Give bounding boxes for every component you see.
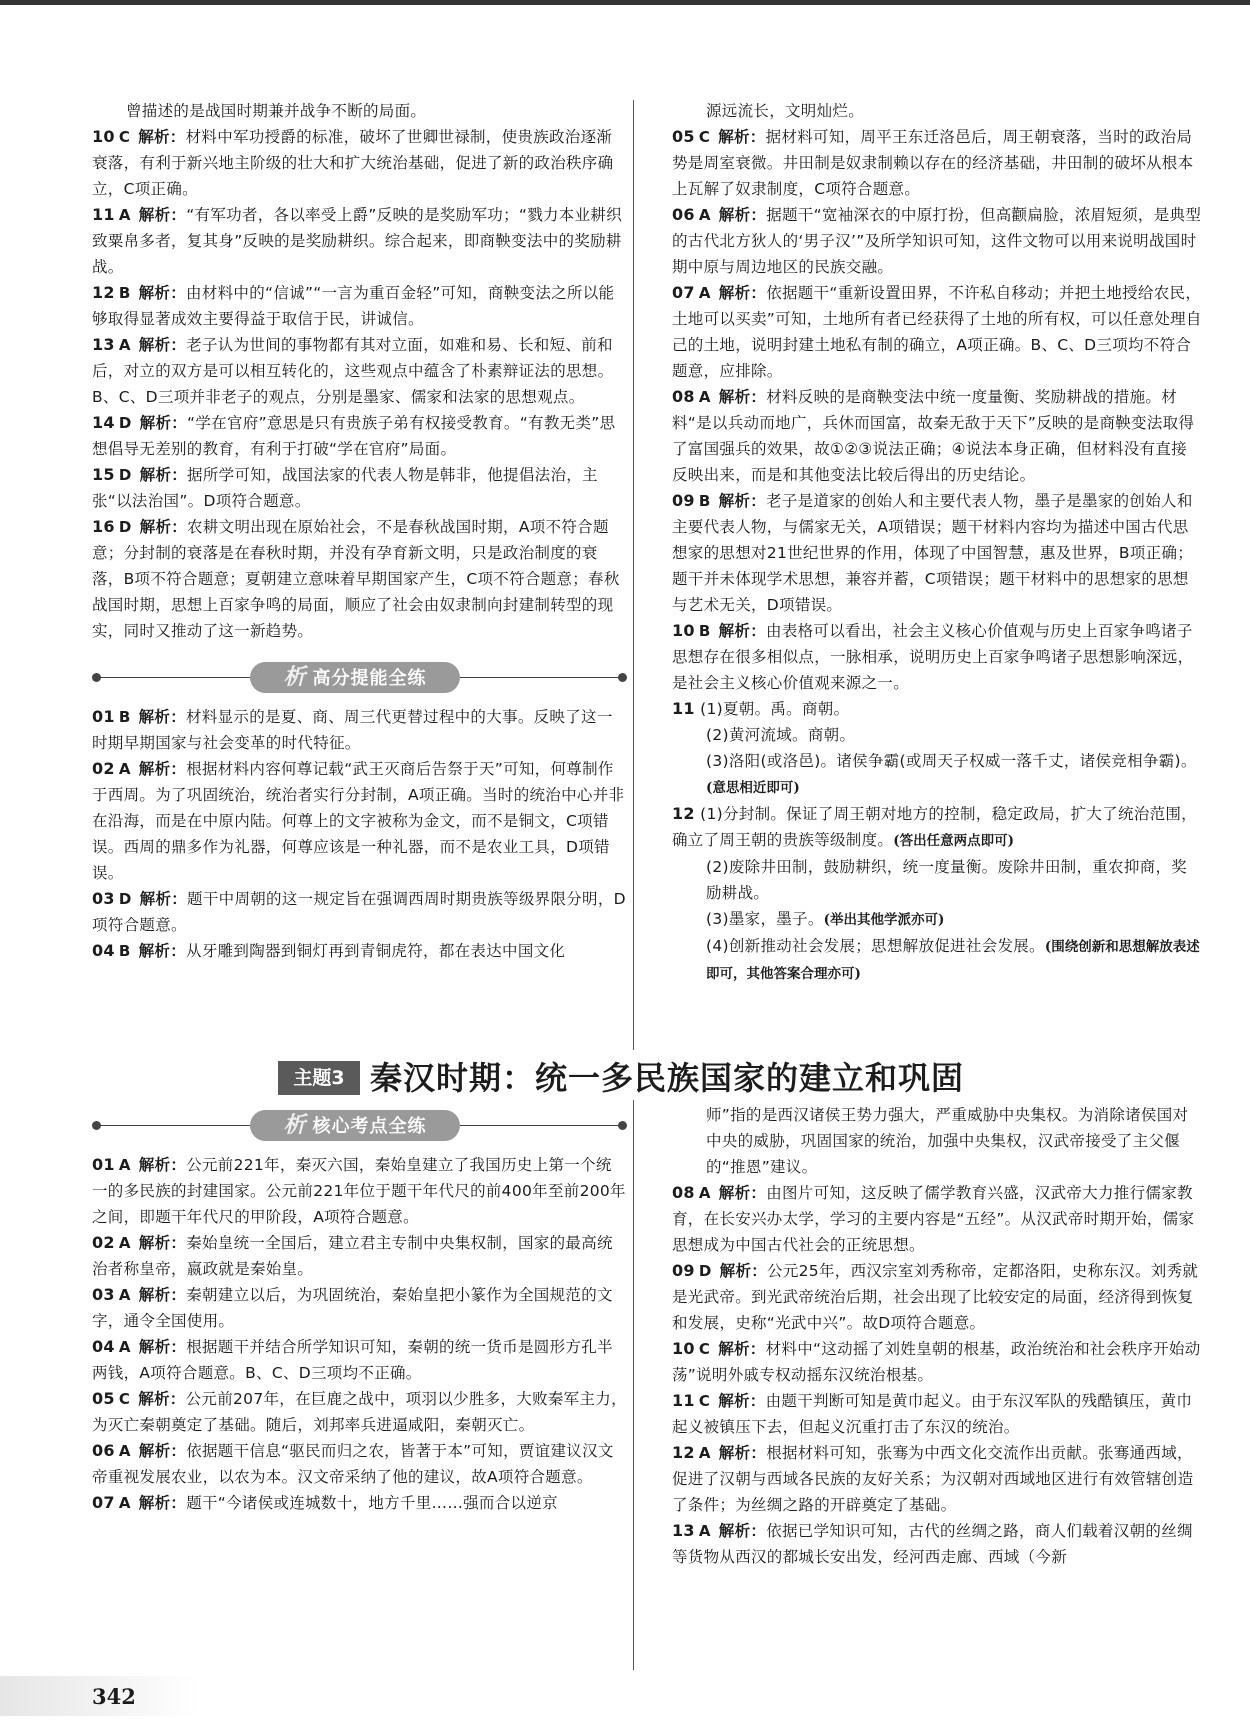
analysis-text: 从牙雕到陶器到铜灯再到青铜虎符，都在表达中国文化 [186, 942, 566, 960]
question-number: 04 [92, 1337, 115, 1356]
question-number: 10 [92, 127, 115, 146]
analysis-text: 据题干“宽袖深衣的中原打扮，但高颧扁脸，浓眉短须，是典型的古代北方狄人的‘男子汉’”及所学知识可知，这件文物可以用来说明战国时期中原与周边地区的民族交融。 [672, 206, 1202, 276]
analysis-text: 秦朝建立以后，为巩固统治，秦始皇把小篆作为全国规范的文字，通令全国使用。 [92, 1286, 613, 1330]
analysis-text: 秦始皇统一全国后，建立君主专制中央集权制，国家的最高统治者称皇帝，嬴政就是秦始皇。 [92, 1234, 613, 1278]
answer-note: (围绕创新和思想解放表述即可，其他答案合理亦可) [706, 939, 1200, 982]
analysis-label: 解析： [718, 284, 767, 302]
analysis-label: 解析： [138, 1234, 187, 1252]
answer-item [92, 1438, 627, 1490]
answer-item [672, 1388, 1202, 1440]
analysis-label: 解析： [138, 1156, 187, 1174]
question-number: 09 [672, 1261, 695, 1280]
analysis-text: 根据材料内容何尊记载“武王灭商后告祭于天”可知，何尊制作于西周。为了巩固统治，统治者实行分封制，A项正确。当时的统治中心并非在沿海，而是在中原内陆。何尊上的文字被称为金文，而不是铜文，C项错误。西周的鼎多作为礼器，何尊应该是一种礼器，而不是农业工具，D项错误。 [92, 760, 625, 882]
answer-item [92, 756, 627, 886]
question-number: 10 [672, 1339, 695, 1358]
upper-left-column [92, 98, 627, 964]
analysis-label: 解析： [138, 1338, 187, 1356]
analysis-label: 解析： [138, 1442, 187, 1460]
analysis-label: 解析： [139, 414, 188, 432]
top-rule [0, 0, 1250, 5]
answer-letter: A [118, 336, 131, 354]
answer-item [92, 938, 627, 964]
answer-item [92, 124, 627, 202]
continued-text: 源远流长，文明灿烂。 [706, 102, 865, 120]
analysis-text: 由图片可知，这反映了儒学教育兴盛，汉武帝大力推行儒家教育，在长安兴办太学，学习的主要内容是“五经”。从汉武帝时期开始，儒家思想成为中国古代社会的正统思想。 [672, 1184, 1195, 1254]
answer-letter: A [118, 1156, 131, 1174]
answer-note: (答出任意两点即可) [893, 833, 1014, 849]
question-number: 08 [672, 1183, 695, 1202]
analysis-text: 材料中“这动摇了刘姓皇朝的根基，政治统治和社会秩序开始动荡”说明外戚专权动摇东汉统治根基。 [672, 1340, 1201, 1384]
section-title: 核心考点全练 [312, 1116, 427, 1137]
analysis-label: 解析： [718, 1444, 767, 1462]
answer-item [92, 1490, 627, 1516]
question-number: 16 [92, 517, 115, 536]
continued-text: 曾描述的是战国时期兼并战争不断的局面。 [126, 102, 427, 120]
question-number: 09 [672, 491, 695, 510]
question-number: 03 [92, 1285, 115, 1304]
analysis-label: 解析： [138, 1390, 186, 1408]
question-number: 03 [92, 889, 115, 908]
question-number: 11 [672, 1391, 695, 1410]
analysis-text: 题干“今诸侯或连城数十，地方千里……强而合以逆京 [186, 1494, 558, 1512]
answer-item [92, 1334, 627, 1386]
answer-item [92, 410, 627, 462]
answer-letter: D [118, 466, 132, 484]
answer-letter: C [118, 1390, 131, 1408]
answer-letter: B [698, 622, 711, 640]
analysis-label: 解析： [718, 1522, 767, 1540]
answer-letter: C [698, 128, 711, 146]
question-number: 01 [92, 707, 115, 726]
question-number: 13 [672, 1521, 695, 1540]
answer-letter: A [698, 284, 711, 302]
answer-letter: A [118, 206, 131, 224]
analysis-text: 根据材料可知，张骞为中西文化交流作出贡献。张骞通西域，促进了汉朝与西域各民族的友好关系；为汉朝对西域地区进行有效管辖创造了条件；为丝绸之路的开辟奠定了基础。 [672, 1444, 1194, 1514]
answer-letter: A [118, 1442, 131, 1460]
answer-letter: A [118, 1338, 131, 1356]
analysis-text: 根据题干并结合所学知识可知，秦朝的统一货币是圆形方孔半两钱，A项符合题意。B、C、D三项均不正确。 [92, 1338, 613, 1382]
answer-line: (3)洛阳(或洛邑)。诸侯争霸(或周天子权威一落千丈，诸侯竞相争霸)。(意思相近即可) [706, 752, 1197, 796]
answer-letter: D [118, 890, 132, 908]
answer-item [672, 124, 1202, 202]
xi-logo-icon: 析 [283, 1112, 307, 1138]
answer-part: (1)分封制。保证了周王朝对地方的控制，稳定政局，扩大了统治范围，确立了周王朝的贵族等级制度。 [672, 805, 1197, 849]
analysis-label: 解析： [138, 284, 187, 302]
analysis-text: 由材料中的“信诚”“一言为重百金轻”可知，商鞅变法之所以能够取得显著成效主要得益于取信于民，讲诚信。 [92, 284, 615, 328]
answer-list-upper-left [92, 124, 627, 644]
answer-letter: D [118, 518, 132, 536]
analysis-text: 农耕文明出现在原始社会，不是春秋战国时期，A项不符合题意；分封制的衰落是在春秋时期，并没有孕育新文明，只是政治制度的衰落，B项不符合题意；夏朝建立意味着早期国家产生，C项不符合题意；春秋战国时期，思想上百家争鸣的局面，顺应了社会由奴隶制向封建制转型的现实，同时又推动了这一新趋势。 [92, 518, 620, 640]
analysis-label: 解析： [718, 128, 766, 146]
answer-item [92, 886, 627, 938]
xi-logo-icon: 析 [283, 664, 307, 690]
analysis-text: 材料显示的是夏、商、周三代更替过程中的大事。反映了这一时期早期国家与社会变革的时代特征。 [92, 708, 613, 752]
answer-item [672, 1258, 1202, 1336]
answer-letter: A [118, 760, 131, 778]
analysis-label: 解析： [138, 1494, 187, 1512]
answer-letter: A [698, 206, 711, 224]
answer-letter: A [698, 1522, 711, 1540]
answer-item [672, 618, 1202, 696]
analysis-label: 解析： [138, 206, 187, 224]
answer-list-lower-right [672, 1180, 1202, 1570]
answer-letter: A [698, 388, 711, 406]
analysis-text: 公元前207年，在巨鹿之战中，项羽以少胜多，大败秦军主力，为灭亡秦朝奠定了基础。随后，刘邦率兵进逼咸阳，秦朝灭亡。 [92, 1390, 627, 1434]
answer-item [672, 202, 1202, 280]
answer-part: (4)创新推动社会发展；思想解放促进社会发展。(围绕创新和思想解放表述即可，其他答案合理亦可) [706, 937, 1200, 982]
bullet-dot [618, 673, 627, 682]
answer-item [92, 1152, 627, 1230]
analysis-label: 解析： [718, 388, 767, 406]
answer-letter: A [118, 1494, 131, 1512]
analysis-text: 依据题干信息“驱民而归之农，皆著于本”可知，贾谊建议汉文帝重视发展农业，以农为本。汉文帝采纳了他的建议，故A项符合题意。 [92, 1442, 614, 1486]
analysis-text: 据材料可知，周平王东迁洛邑后，周王朝衰落，当时的政治局势是周室衰微。井田制是奴隶制赖以存在的经济基础，井田制的破坏从根本上瓦解了奴隶制度，C项符合题意。 [672, 128, 1194, 198]
answer-item [92, 1230, 627, 1282]
answer-item [92, 462, 627, 514]
answer-list-gaofen [92, 704, 627, 964]
analysis-text: 公元前221年，秦灭六国，秦始皇建立了我国历史上第一个统一的多民族的封建国家。公元前221年位于题干年代尺的前400年至前200年之间，即题干年代尺的甲阶段，A项符合题意。 [92, 1156, 626, 1226]
question-number: 12 [92, 283, 115, 302]
analysis-text: 材料反映的是商鞅变法中统一度量衡、奖励耕战的措施。材料“是以兵动而地广，兵休而国富，故秦无敌于天下”反映的是商鞅变法取得了富国强兵的效果，故①②③说法正确；④说法本身正确，但材料没有直接反映出来，而是和其他变法比较后得出的历史结论。 [672, 388, 1195, 484]
answer-note: (意思相近即可) [706, 780, 800, 796]
answer-letter: B [698, 492, 711, 510]
answer-letter: A [698, 1184, 711, 1202]
answer-letter: B [118, 284, 131, 302]
analysis-text: 公元25年，西汉宗室刘秀称帝，定都洛阳，史称东汉。刘秀就是光武帝。到光武帝统治后期，社会出现了比较安定的局面，经济得到恢复和发展，史称“光武中兴”。故D项符合题意。 [672, 1262, 1199, 1332]
analysis-label: 解析： [718, 206, 767, 224]
analysis-text: 依据已学知识可知，古代的丝绸之路，商人们载着汉朝的丝绸等货物从西汉的都城长安出发，经河西走廊、西域（今新 [672, 1522, 1193, 1566]
analysis-text: 依据题干“重新设置田界，不许私自移动；并把土地授给农民，土地可以买卖”可知，土地所有者已经获得了土地的所有权，可以任意处理自己的土地，说明封建土地私有制的确立，A项正确。B、C、D三项均不符合题意，应排除。 [672, 284, 1202, 380]
topic-title: 秦汉时期：统一多民族国家的建立和巩固 [370, 1059, 965, 1097]
section-pill [250, 662, 460, 693]
answer-item [92, 1386, 627, 1438]
analysis-label: 解析： [139, 890, 188, 908]
page-number: 342 [92, 1684, 136, 1709]
question-number: 11 [92, 205, 115, 224]
question-number: 07 [672, 283, 695, 302]
answer-letter: C [698, 1392, 711, 1410]
answer-list-lower-left [92, 1152, 627, 1516]
analysis-label: 解析： [719, 1262, 768, 1280]
question-number: 02 [92, 759, 115, 778]
column-divider-lower [633, 1100, 634, 1670]
answer-item-12 [672, 801, 1202, 987]
answer-item [672, 1440, 1202, 1518]
analysis-text: “学在官府”意思是只有贵族子弟有权接受教育。“有教无类”思想倡导无差别的教育，有利于打破“学在官府”局面。 [92, 414, 616, 458]
question-number: 13 [92, 335, 115, 354]
section-pill [250, 1110, 460, 1141]
analysis-label: 解析： [138, 128, 186, 146]
answer-item [672, 1518, 1202, 1570]
analysis-label: 解析： [138, 1286, 187, 1304]
answer-line: (2)黄河流域。商朝。 [706, 726, 856, 744]
question-number: 04 [92, 941, 115, 960]
analysis-text: 材料中军功授爵的标准，破坏了世卿世禄制，使贵族政治逐渐衰落，有利于新兴地主阶级的壮大和扩大统治基础，促进了新的政治秩序确立，C项正确。 [92, 128, 614, 198]
answer-letter: B [118, 942, 131, 960]
answer-item [672, 384, 1202, 488]
question-number: 02 [92, 1233, 115, 1252]
answer-part: (3)墨家，墨子。(举出其他学派亦可) [706, 910, 945, 928]
analysis-label: 解析： [718, 1184, 767, 1202]
analysis-label: 解析： [718, 1340, 766, 1358]
answer-line: (1)夏朝。禹。商朝。 [700, 700, 850, 718]
question-number: 06 [92, 1441, 115, 1460]
answer-item [672, 1336, 1202, 1388]
answer-letter: D [118, 414, 132, 432]
answer-item [672, 1180, 1202, 1258]
column-divider-upper [633, 100, 634, 1050]
answer-note: (举出其他学派亦可) [823, 912, 945, 928]
upper-right-column [672, 98, 1202, 987]
answer-item [92, 202, 627, 280]
section-header-gaofen [92, 658, 627, 698]
question-number: 07 [92, 1493, 115, 1512]
question-number: 01 [92, 1155, 115, 1174]
bullet-dot [618, 1121, 627, 1130]
answer-list-upper-right [672, 124, 1202, 696]
answer-part: (2)废除井田制，鼓励耕织，统一度量衡。废除井田制，重农抑商，奖励耕战。 [706, 858, 1188, 902]
analysis-label: 解析： [139, 466, 188, 484]
topic-badge: 主题3 [278, 1061, 360, 1095]
analysis-label: 解析： [138, 336, 187, 354]
answer-item [92, 280, 627, 332]
question-number: 14 [92, 413, 115, 432]
lower-left-column [92, 1106, 627, 1516]
answer-item [92, 514, 627, 644]
answer-item [92, 704, 627, 756]
analysis-label: 解析： [138, 708, 187, 726]
question-number: 15 [92, 465, 115, 484]
question-number: 10 [672, 621, 695, 640]
analysis-text: 老子是道家的创始人和主要代表人物，墨子是墨家的创始人和主要代表人物，与儒家无关，A项错误；题干材料内容均为描述中国古代思想家的思想对21世纪世界的作用，体现了中国智慧，惠及世界，B项正确；题干并未体现学术思想，兼容并蓄，C项错误；题干材料中的思想家的思想与艺术无关，D项错误。 [672, 492, 1194, 614]
analysis-label: 解析： [718, 622, 767, 640]
analysis-text: 老子认为世间的事物都有其对立面，如难和易、长和短、前和后，对立的双方是可以相互转化的，这些观点中蕴含了朴素辩证法的思想。B、C、D三项并非老子的观点，分别是墨家、儒家和法家的思想观点。 [92, 336, 614, 406]
analysis-label: 解析： [138, 760, 187, 778]
section-title: 高分提能全练 [312, 668, 427, 689]
answer-item [92, 1282, 627, 1334]
analysis-label: 解析： [718, 1392, 766, 1410]
question-number: 12 [672, 804, 695, 823]
topic-banner [278, 1056, 1038, 1100]
answer-item [672, 280, 1202, 384]
answer-letter: C [698, 1340, 711, 1358]
analysis-text: “有军功者，各以率受上爵”反映的是奖励军功；“戮力本业耕织致粟帛多者，复其身”反映的是奖励耕织。综合起来，即商鞅变法中的奖励耕战。 [92, 206, 622, 276]
question-number: 05 [672, 127, 695, 146]
analysis-label: 解析： [138, 942, 187, 960]
continued-text: 师”指的是西汉诸侯王势力强大，严重威胁中央集权。为消除诸侯国对中央的威胁，巩固国家的统治，加强中央集权，汉武帝接受了主父偃的“推恩”建议。 [706, 1106, 1189, 1176]
answer-item-11 [672, 696, 1202, 801]
answer-letter: C [118, 128, 131, 146]
question-number: 12 [672, 1443, 695, 1462]
question-number: 05 [92, 1389, 115, 1408]
analysis-text: 由题干判断可知是黄巾起义。由于东汉军队的残酷镇压，黄巾起义被镇压下去，但起义沉重打击了东汉的统治。 [672, 1392, 1193, 1436]
answer-letter: D [698, 1262, 712, 1280]
analysis-label: 解析： [718, 492, 767, 510]
answer-letter: A [118, 1286, 131, 1304]
analysis-text: 由表格可以看出，社会主义核心价值观与历史上百家争鸣诸子思想存在很多相似点，一脉相承，说明历史上百家争鸣诸子思想影响深远，是社会主义核心价值观来源之一。 [672, 622, 1194, 692]
answer-letter: A [698, 1444, 711, 1462]
answer-item [672, 488, 1202, 618]
analysis-text: 据所学可知，战国法家的代表人物是韩非，他提倡法治，主张“以法治国”。D项符合题意。 [92, 466, 598, 510]
question-number: 11 [672, 699, 695, 718]
analysis-label: 解析： [139, 518, 188, 536]
question-number: 08 [672, 387, 695, 406]
analysis-text: 题干中周朝的这一规定旨在强调西周时期贵族等级界限分明，D项符合题意。 [92, 890, 626, 934]
answer-letter: A [118, 1234, 131, 1252]
answer-letter: B [118, 708, 131, 726]
question-number: 06 [672, 205, 695, 224]
answer-item [92, 332, 627, 410]
lower-right-column [672, 1102, 1202, 1570]
section-header-hexin [92, 1106, 627, 1146]
